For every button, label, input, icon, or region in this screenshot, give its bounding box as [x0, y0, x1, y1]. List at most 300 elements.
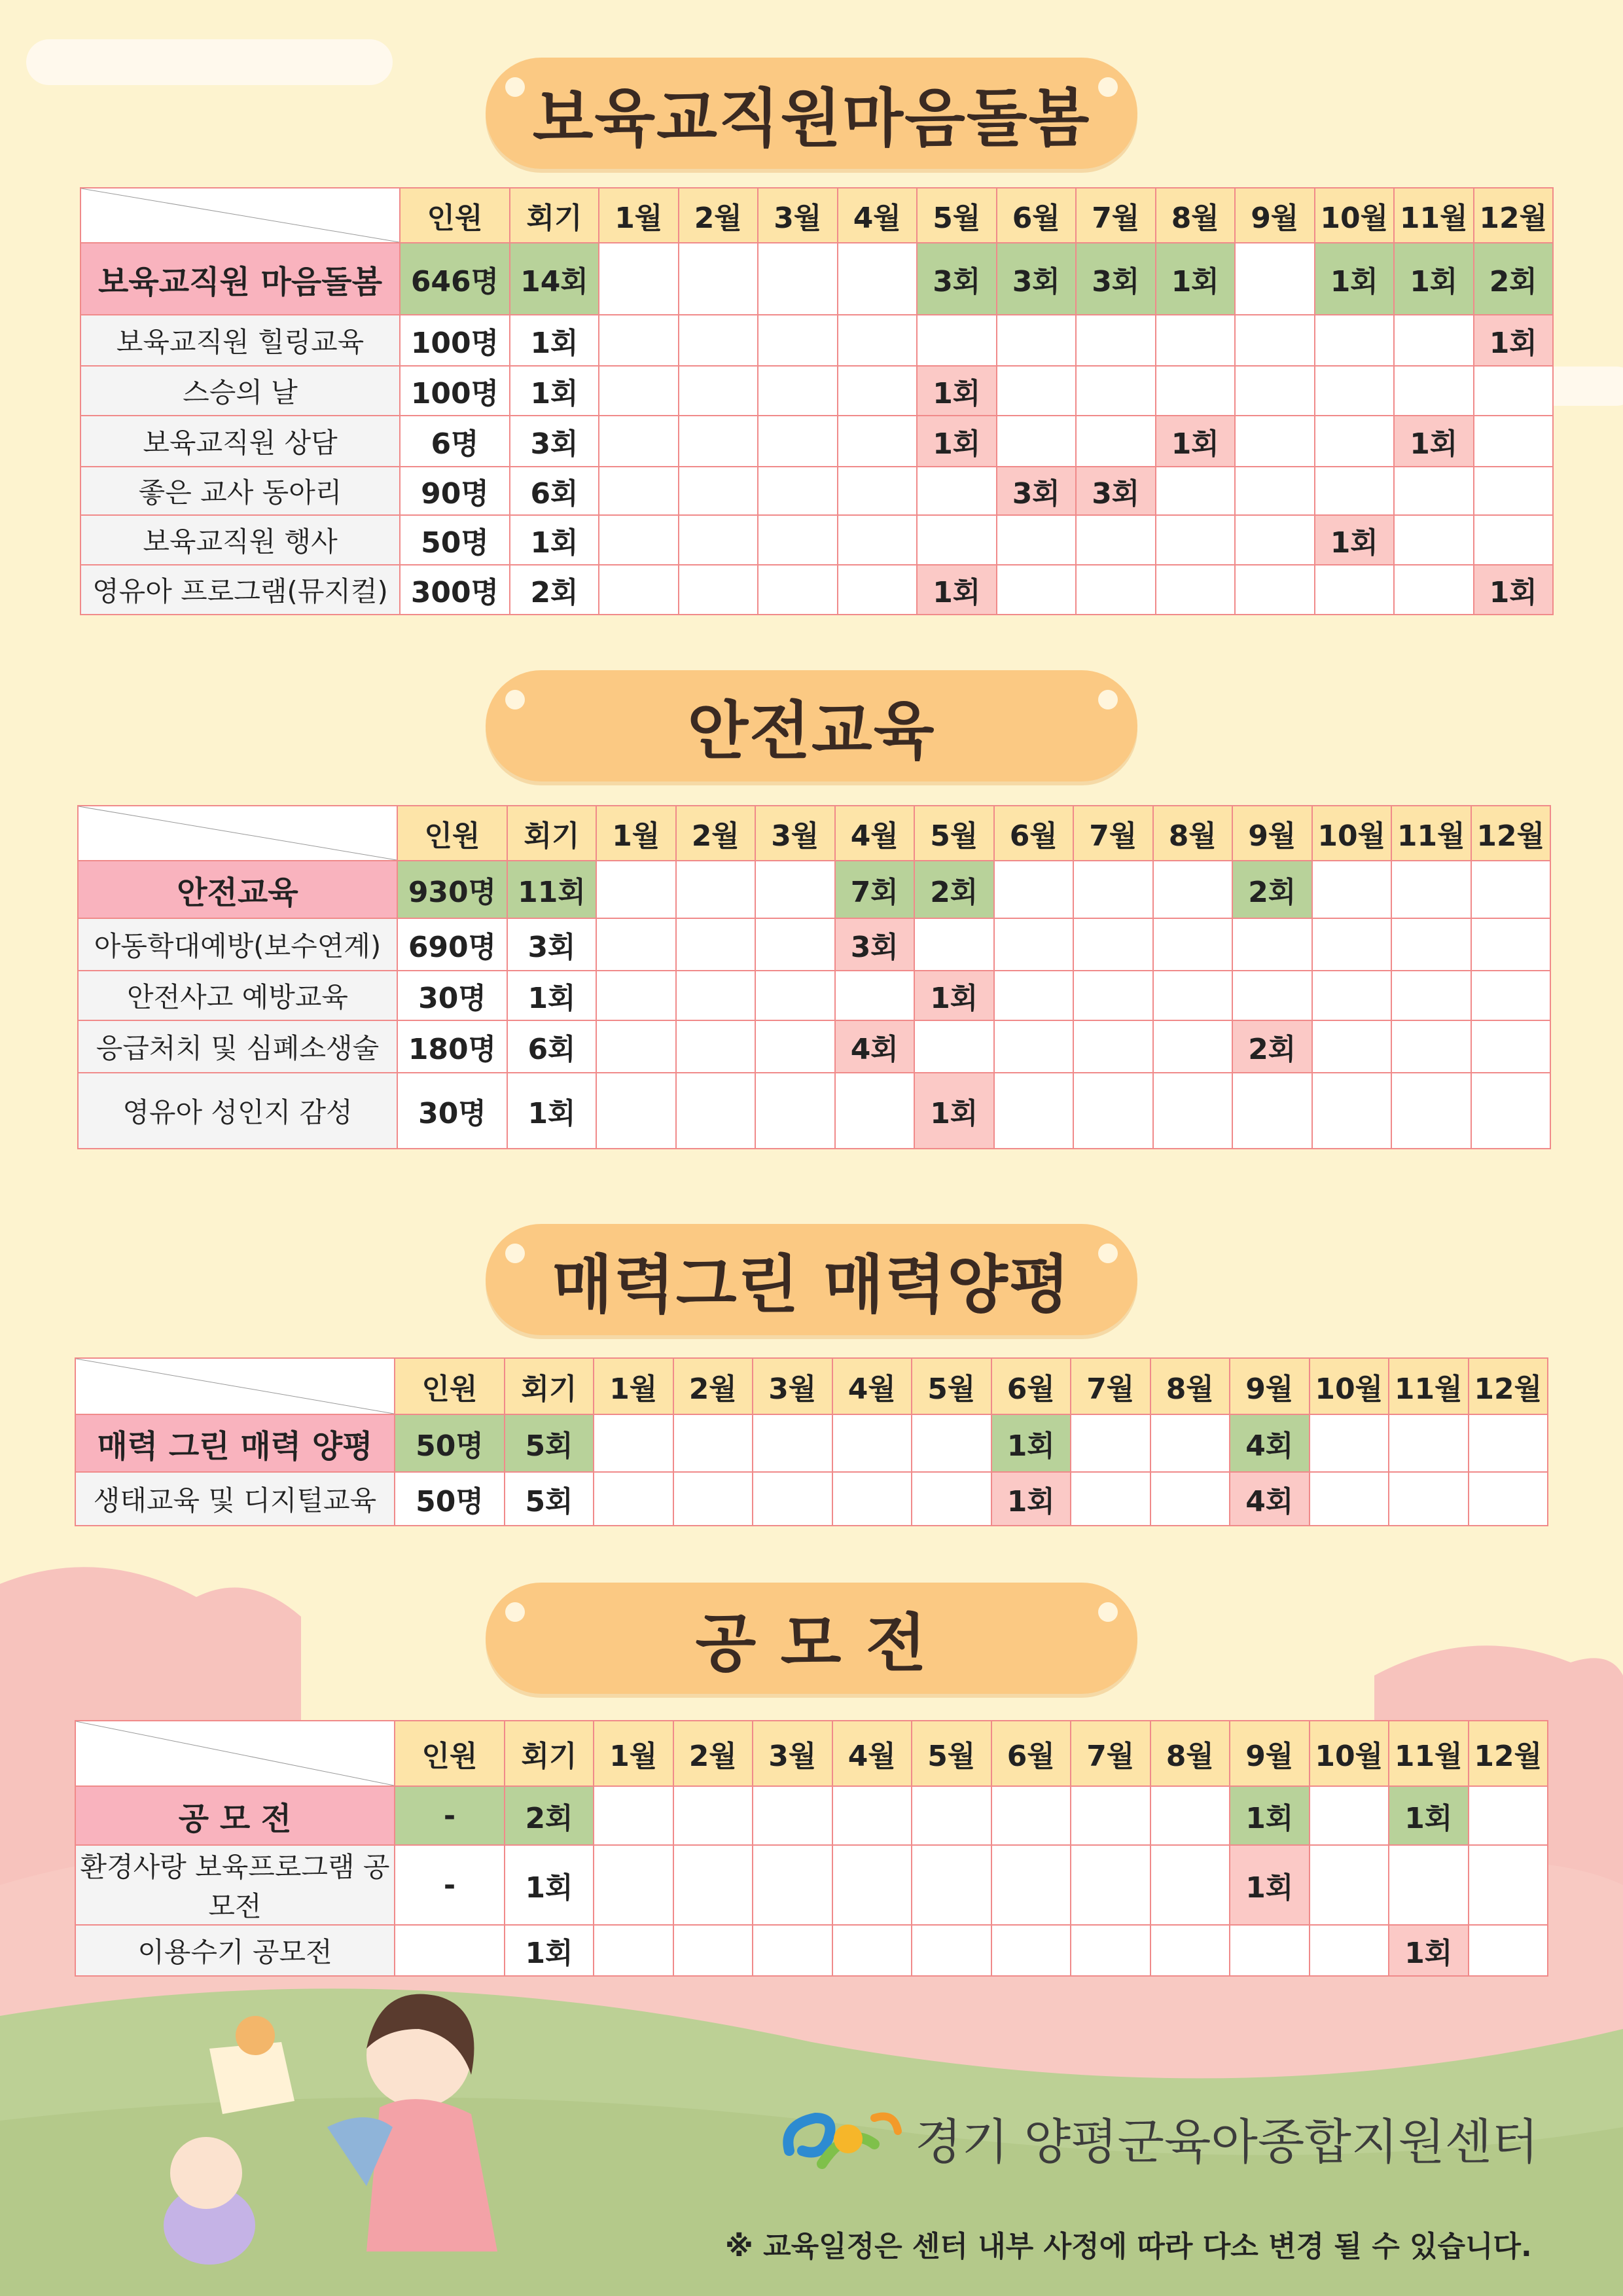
- month-cell: [994, 1020, 1074, 1073]
- month-cell: [1391, 1020, 1471, 1073]
- month-cell: [1474, 515, 1554, 565]
- month-cell: 1회: [914, 1073, 994, 1149]
- month-cell: [1394, 467, 1474, 515]
- month-cell: 2회: [914, 861, 994, 918]
- month-cell: [917, 315, 997, 366]
- month-cell: [758, 315, 838, 366]
- month-cell: [1474, 366, 1554, 416]
- month-cell: [758, 515, 838, 565]
- month-cell: [1394, 515, 1474, 565]
- month-cell: 2회: [1232, 1020, 1312, 1073]
- month-cell: [1389, 1414, 1469, 1472]
- month-header: 5월: [912, 1358, 991, 1414]
- round-count: 6회: [510, 467, 599, 515]
- month-cell: [758, 366, 838, 416]
- people-count: 100명: [400, 366, 510, 416]
- people-count: 100명: [400, 315, 510, 366]
- month-header: 7월: [1071, 1721, 1150, 1786]
- month-cell: [1071, 1845, 1150, 1925]
- month-header: 2월: [676, 806, 756, 861]
- month-header: 6월: [994, 806, 1074, 861]
- month-cell: [1312, 918, 1392, 971]
- month-cell: [997, 416, 1077, 467]
- program-name: 보육교직원 상담: [80, 416, 400, 467]
- month-cell: [835, 971, 915, 1020]
- month-cell: [912, 1925, 991, 1976]
- month-cell: [753, 1414, 832, 1472]
- round-count: 1회: [510, 366, 599, 416]
- month-header: 5월: [917, 188, 997, 243]
- col-header-rounds: 회기: [505, 1721, 594, 1786]
- round-count: 3회: [510, 416, 599, 467]
- month-cell: [753, 1845, 832, 1925]
- month-header: 1월: [596, 806, 676, 861]
- schedule-table: [75, 1357, 1548, 1526]
- month-cell: [676, 861, 756, 918]
- program-name: 이용수기 공모전: [75, 1925, 395, 1976]
- title-dot-decoration: [505, 690, 525, 709]
- month-cell: [997, 315, 1077, 366]
- people-count: 646명: [400, 243, 510, 315]
- program-name: 응급처치 및 심폐소생술: [78, 1020, 397, 1073]
- section-title-text: 보육교직원마음돌봄: [532, 81, 1091, 155]
- month-cell: [1315, 467, 1395, 515]
- header-corner-cell: [75, 1721, 395, 1786]
- month-cell: [1312, 971, 1392, 1020]
- month-cell: [599, 515, 679, 565]
- table-row: [78, 1020, 1550, 1073]
- month-cell: [838, 515, 918, 565]
- month-cell: [912, 1845, 991, 1925]
- month-cell: 1회: [1389, 1925, 1469, 1976]
- round-count: 1회: [507, 1073, 596, 1149]
- round-count: 2회: [510, 565, 599, 615]
- program-name: 안전사고 예방교육: [78, 971, 397, 1020]
- table-row: [80, 565, 1553, 615]
- month-cell: [997, 515, 1077, 565]
- title-dot-decoration: [1098, 77, 1118, 97]
- round-count: 5회: [505, 1414, 594, 1472]
- month-cell: [1230, 1925, 1310, 1976]
- month-cell: [1150, 1472, 1230, 1526]
- people-count: 90명: [400, 467, 510, 515]
- month-header: 3월: [753, 1358, 832, 1414]
- month-header: 1월: [594, 1358, 673, 1414]
- month-cell: [1156, 315, 1236, 366]
- month-header: 5월: [914, 806, 994, 861]
- program-name: 생태교육 및 디지털교육: [75, 1472, 395, 1526]
- table-row: [78, 1073, 1550, 1149]
- month-cell: [994, 918, 1074, 971]
- month-cell: [673, 1925, 753, 1976]
- table-row: [78, 918, 1550, 971]
- month-cell: 1회: [1394, 416, 1474, 467]
- month-cell: [673, 1786, 753, 1845]
- round-count: 1회: [507, 971, 596, 1020]
- title-dot-decoration: [1098, 1244, 1118, 1263]
- month-cell: [596, 1073, 676, 1149]
- col-header-rounds: 회기: [510, 188, 599, 243]
- header-corner-cell: [78, 806, 397, 861]
- people-count: 930명: [397, 861, 507, 918]
- month-cell: [1076, 416, 1156, 467]
- month-cell: [594, 1472, 673, 1526]
- month-header: 6월: [991, 1721, 1071, 1786]
- month-cell: 1회: [1389, 1786, 1469, 1845]
- month-header: 5월: [912, 1721, 991, 1786]
- month-cell: [1073, 971, 1153, 1020]
- table-row: [80, 243, 1553, 315]
- month-cell: [1315, 565, 1395, 615]
- col-header-people: 인원: [400, 188, 510, 243]
- month-cell: [1391, 971, 1471, 1020]
- month-cell: [755, 1020, 835, 1073]
- month-header: 9월: [1232, 806, 1312, 861]
- month-cell: [679, 416, 758, 467]
- month-cell: [914, 1020, 994, 1073]
- month-cell: [838, 467, 918, 515]
- month-cell: [755, 861, 835, 918]
- month-cell: 3회: [917, 243, 997, 315]
- month-cell: [1156, 467, 1236, 515]
- table-row: [80, 515, 1553, 565]
- table-row: [78, 861, 1550, 918]
- month-cell: [1391, 918, 1471, 971]
- month-cell: [1469, 1414, 1548, 1472]
- month-cell: [596, 971, 676, 1020]
- month-cell: 1회: [1156, 416, 1236, 467]
- month-cell: 4회: [1230, 1472, 1310, 1526]
- center-name: 경기 양평군육아종합지원센터: [915, 2114, 1539, 2170]
- month-cell: 1회: [1156, 243, 1236, 315]
- month-cell: [1071, 1414, 1150, 1472]
- month-cell: [596, 1020, 676, 1073]
- people-count: 50명: [395, 1472, 505, 1526]
- month-cell: [599, 366, 679, 416]
- month-cell: [1073, 918, 1153, 971]
- month-cell: 1회: [991, 1472, 1071, 1526]
- month-cell: [1394, 315, 1474, 366]
- month-cell: [1076, 565, 1156, 615]
- round-count: 1회: [505, 1845, 594, 1925]
- month-cell: [1394, 366, 1474, 416]
- month-cell: [912, 1786, 991, 1845]
- month-cell: [912, 1414, 991, 1472]
- month-cell: [917, 515, 997, 565]
- month-cell: [596, 861, 676, 918]
- month-header: 10월: [1310, 1721, 1389, 1786]
- month-header: 10월: [1312, 806, 1392, 861]
- month-cell: 1회: [917, 565, 997, 615]
- header-corner-cell: [75, 1358, 395, 1414]
- month-cell: 1회: [917, 416, 997, 467]
- month-cell: [673, 1414, 753, 1472]
- program-name: 매력 그린 매력 양평: [75, 1414, 395, 1472]
- round-count: 1회: [510, 515, 599, 565]
- month-cell: [673, 1845, 753, 1925]
- program-name: 아동학대예방(보수연계): [78, 918, 397, 971]
- col-header-rounds: 회기: [507, 806, 596, 861]
- month-cell: [594, 1925, 673, 1976]
- month-cell: [594, 1786, 673, 1845]
- month-cell: [1469, 1786, 1548, 1845]
- people-count: 690명: [397, 918, 507, 971]
- program-name: 환경사랑 보육프로그램 공모전: [75, 1845, 395, 1925]
- month-cell: [1073, 1073, 1153, 1149]
- section-title-text: 공 모 전: [695, 1606, 928, 1680]
- month-cell: [1469, 1845, 1548, 1925]
- people-count: 30명: [397, 971, 507, 1020]
- month-cell: [1471, 918, 1551, 971]
- month-header: 2월: [679, 188, 758, 243]
- month-cell: [832, 1845, 912, 1925]
- month-cell: [594, 1845, 673, 1925]
- month-header: 3월: [758, 188, 838, 243]
- month-cell: 1회: [1474, 315, 1554, 366]
- month-header: 1월: [599, 188, 679, 243]
- month-cell: [1153, 971, 1233, 1020]
- month-cell: [832, 1414, 912, 1472]
- month-cell: [914, 918, 994, 971]
- table-row: [75, 1414, 1548, 1472]
- month-cell: [1391, 1073, 1471, 1149]
- program-name: 스승의 날: [80, 366, 400, 416]
- month-cell: [994, 861, 1074, 918]
- round-count: 5회: [505, 1472, 594, 1526]
- people-count: 300명: [400, 565, 510, 615]
- month-cell: [1310, 1472, 1389, 1526]
- month-cell: [753, 1472, 832, 1526]
- month-cell: 3회: [997, 243, 1077, 315]
- month-cell: [1394, 565, 1474, 615]
- month-cell: [676, 1020, 756, 1073]
- month-cell: [1073, 861, 1153, 918]
- center-logo-icon: [776, 2098, 904, 2177]
- col-header-people: 인원: [395, 1721, 505, 1786]
- month-cell: [1315, 366, 1395, 416]
- month-cell: [838, 565, 918, 615]
- month-cell: [755, 971, 835, 1020]
- table-row: [75, 1786, 1548, 1845]
- month-cell: [997, 366, 1077, 416]
- program-name: 공 모 전: [75, 1786, 395, 1845]
- table-row: [75, 1925, 1548, 1976]
- schedule-table: [75, 1720, 1548, 1977]
- month-header: 11월: [1389, 1358, 1469, 1414]
- month-cell: [1315, 416, 1395, 467]
- month-cell: [1389, 1472, 1469, 1526]
- round-count: 6회: [507, 1020, 596, 1073]
- month-cell: 3회: [1076, 243, 1156, 315]
- table-row: [80, 416, 1553, 467]
- table-row: [75, 1845, 1548, 1925]
- month-header: 7월: [1071, 1358, 1150, 1414]
- program-name: 좋은 교사 동아리: [80, 467, 400, 515]
- month-cell: [599, 565, 679, 615]
- section-title: [486, 1583, 1137, 1694]
- month-cell: [753, 1786, 832, 1845]
- month-cell: [1471, 1020, 1551, 1073]
- col-header-rounds: 회기: [505, 1358, 594, 1414]
- month-header: 6월: [997, 188, 1077, 243]
- month-header: 4월: [835, 806, 915, 861]
- month-cell: [673, 1472, 753, 1526]
- month-cell: [1235, 416, 1315, 467]
- month-header: 4월: [838, 188, 918, 243]
- people-count: -: [395, 1845, 505, 1925]
- col-header-people: 인원: [397, 806, 507, 861]
- round-count: 14회: [510, 243, 599, 315]
- section-title: [486, 58, 1137, 169]
- program-name: 보육교직원 마음돌봄: [80, 243, 400, 315]
- program-name: 보육교직원 행사: [80, 515, 400, 565]
- month-cell: [1312, 1020, 1392, 1073]
- month-cell: [1310, 1845, 1389, 1925]
- month-cell: 1회: [1315, 243, 1395, 315]
- month-cell: [1310, 1925, 1389, 1976]
- month-cell: [917, 467, 997, 515]
- month-cell: [679, 515, 758, 565]
- month-cell: [838, 315, 918, 366]
- month-cell: 3회: [997, 467, 1077, 515]
- month-cell: [994, 971, 1074, 1020]
- month-cell: 3회: [835, 918, 915, 971]
- program-name: 영유아 프로그램(뮤지컬): [80, 565, 400, 615]
- round-count: 11회: [507, 861, 596, 918]
- month-cell: 1회: [1230, 1845, 1310, 1925]
- month-header: 8월: [1153, 806, 1233, 861]
- month-cell: [676, 971, 756, 1020]
- month-header: 12월: [1474, 188, 1554, 243]
- month-cell: [753, 1925, 832, 1976]
- month-cell: [1150, 1845, 1230, 1925]
- month-cell: [1310, 1414, 1389, 1472]
- schedule-change-notice: ※ 교육일정은 센터 내부 사정에 따라 다소 변경 될 수 있습니다.: [725, 2230, 1532, 2263]
- month-cell: [838, 366, 918, 416]
- month-cell: 1회: [917, 366, 997, 416]
- month-cell: [755, 1073, 835, 1149]
- month-cell: 3회: [1076, 467, 1156, 515]
- round-count: 3회: [507, 918, 596, 971]
- month-cell: [1153, 1073, 1233, 1149]
- month-cell: 4회: [835, 1020, 915, 1073]
- section-title-text: 매력그린 매력양평: [552, 1247, 1071, 1321]
- month-cell: [1156, 515, 1236, 565]
- month-header: 3월: [755, 806, 835, 861]
- header-corner-cell: [80, 188, 400, 243]
- month-cell: [1471, 861, 1551, 918]
- title-dot-decoration: [1098, 1602, 1118, 1622]
- month-cell: [1235, 243, 1315, 315]
- month-header: 11월: [1391, 806, 1471, 861]
- month-cell: [1156, 366, 1236, 416]
- month-cell: [676, 1073, 756, 1149]
- table-row: [75, 1472, 1548, 1526]
- table-row: [80, 366, 1553, 416]
- people-count: 30명: [397, 1073, 507, 1149]
- table-row: [80, 467, 1553, 515]
- round-count: 2회: [505, 1786, 594, 1845]
- month-cell: [1076, 366, 1156, 416]
- month-cell: [912, 1472, 991, 1526]
- month-cell: [594, 1414, 673, 1472]
- people-count: 6명: [400, 416, 510, 467]
- round-count: 1회: [510, 315, 599, 366]
- month-header: 2월: [673, 1721, 753, 1786]
- table-row: [78, 971, 1550, 1020]
- month-cell: [679, 366, 758, 416]
- mother-baby-illustration: [131, 1970, 550, 2296]
- month-cell: [1469, 1925, 1548, 1976]
- month-cell: [1310, 1786, 1389, 1845]
- month-header: 4월: [832, 1358, 912, 1414]
- month-header: 7월: [1073, 806, 1153, 861]
- people-count: -: [395, 1786, 505, 1845]
- month-cell: [1150, 1414, 1230, 1472]
- month-cell: [758, 565, 838, 615]
- table-row: [80, 315, 1553, 366]
- section-title: [486, 1224, 1137, 1335]
- cloud-decoration: [26, 39, 393, 85]
- month-cell: [599, 315, 679, 366]
- month-cell: [1071, 1472, 1150, 1526]
- month-cell: [1153, 918, 1233, 971]
- month-cell: [758, 467, 838, 515]
- month-cell: [1312, 1073, 1392, 1149]
- month-cell: [1474, 416, 1554, 467]
- month-cell: [1235, 366, 1315, 416]
- people-count: 50명: [395, 1414, 505, 1472]
- month-cell: [755, 918, 835, 971]
- program-name: 안전교육: [78, 861, 397, 918]
- month-cell: [679, 467, 758, 515]
- month-cell: [1071, 1786, 1150, 1845]
- month-cell: [1076, 315, 1156, 366]
- month-cell: [1232, 1073, 1312, 1149]
- month-cell: 1회: [914, 971, 994, 1020]
- title-dot-decoration: [505, 1602, 525, 1622]
- month-header: 12월: [1469, 1358, 1548, 1414]
- section-title: [486, 670, 1137, 781]
- month-cell: [1235, 515, 1315, 565]
- month-header: 11월: [1389, 1721, 1469, 1786]
- month-cell: [1474, 467, 1554, 515]
- month-cell: [1471, 971, 1551, 1020]
- month-header: 12월: [1469, 1721, 1548, 1786]
- month-cell: 2회: [1474, 243, 1554, 315]
- month-cell: [599, 467, 679, 515]
- title-dot-decoration: [1098, 690, 1118, 709]
- month-cell: [835, 1073, 915, 1149]
- section-title-text: 안전교육: [687, 694, 936, 768]
- month-cell: [991, 1845, 1071, 1925]
- month-cell: [1391, 861, 1471, 918]
- month-cell: [1073, 1020, 1153, 1073]
- month-cell: 2회: [1232, 861, 1312, 918]
- month-cell: 4회: [1230, 1414, 1310, 1472]
- month-header: 12월: [1471, 806, 1551, 861]
- month-cell: [832, 1786, 912, 1845]
- month-header: 10월: [1315, 188, 1395, 243]
- month-cell: [1389, 1845, 1469, 1925]
- schedule-table: [77, 805, 1551, 1149]
- col-header-people: 인원: [395, 1358, 505, 1414]
- month-cell: [1235, 315, 1315, 366]
- month-cell: [838, 416, 918, 467]
- month-cell: [599, 243, 679, 315]
- month-cell: [1312, 861, 1392, 918]
- month-cell: [997, 565, 1077, 615]
